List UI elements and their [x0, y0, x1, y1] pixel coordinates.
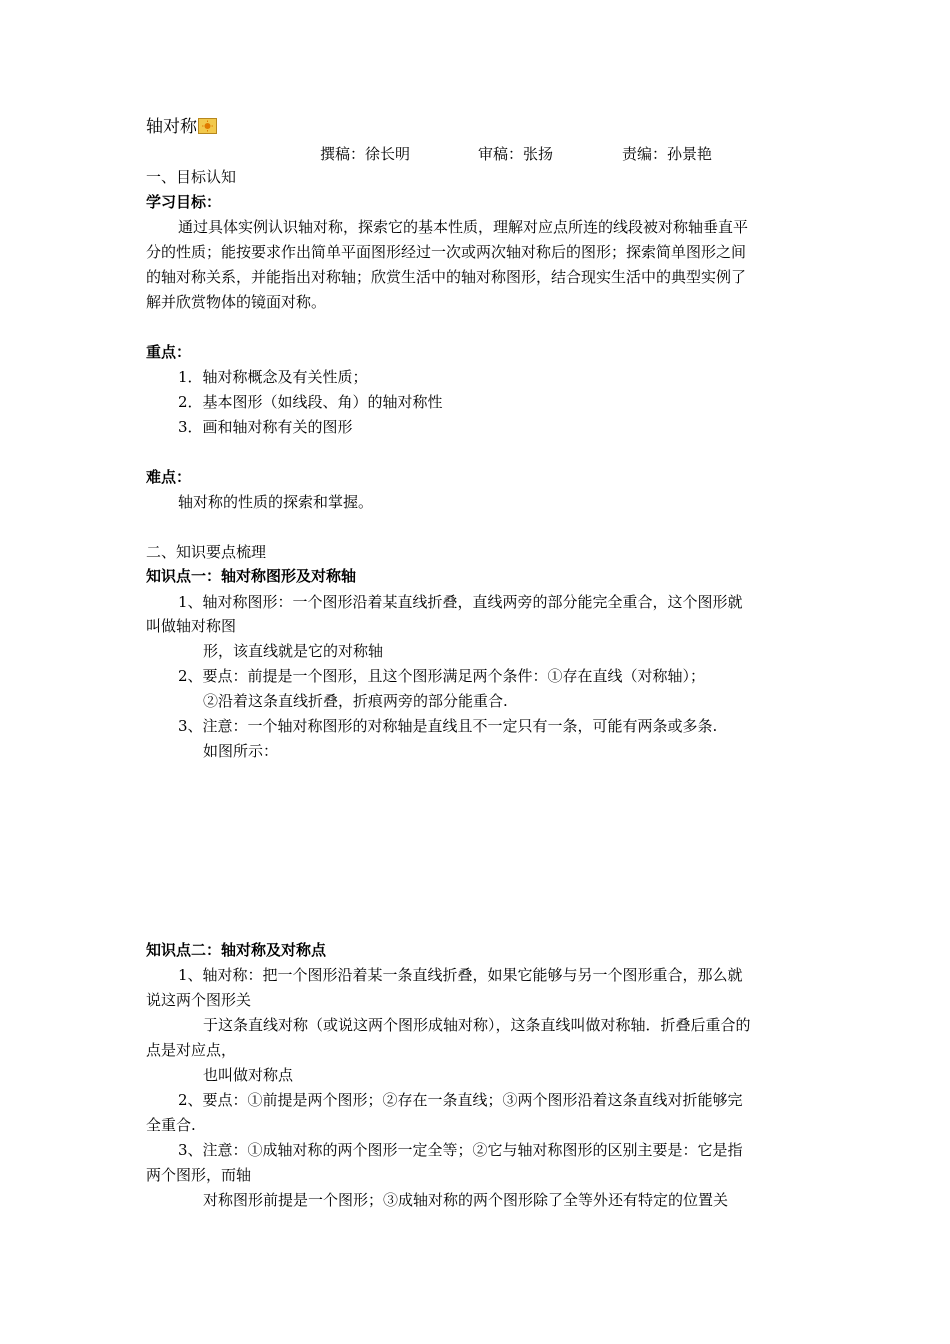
- point2-line-3: 于这条直线对称（或说这两个图形成轴对称），这条直线叫做对称轴．折叠后重合的: [203, 1016, 751, 1034]
- credit-reviewer: 审稿：张扬: [478, 145, 554, 163]
- key-item-1: 1．轴对称概念及有关性质；: [178, 368, 368, 386]
- point2-line-8: 3、注意：①成轴对称的两个图形一定全等；②它与轴对称图形的区别主要是：它是指: [178, 1141, 743, 1159]
- point2-line-4: 点是对应点，: [146, 1041, 237, 1059]
- goals-line-4: 解并欣赏物体的镜面对称。: [146, 293, 327, 311]
- document-title: 轴对称: [146, 117, 197, 137]
- point1-line-6: 3、注意：一个轴对称图形的对称轴是直线且不一定只有一条，可能有两条或多条.: [178, 717, 718, 735]
- point1-line-4: 2、要点：前提是一个图形，且这个图形满足两个条件：①存在直线（对称轴）；: [178, 667, 706, 685]
- document-title-row: [146, 117, 217, 137]
- point1-line-2: 叫做轴对称图: [146, 617, 237, 635]
- goals-line-2: 分的性质；能按要求作出简单平面图形经过一次或两次轴对称后的图形；探索简单图形之间: [146, 243, 747, 261]
- key-item-2: 2．基本图形（如线段、角）的轴对称性: [178, 393, 443, 411]
- credit-editor: 责编：孙景艳: [622, 145, 713, 163]
- point2-line-1: 1、轴对称：把一个图形沿着某一条直线折叠，如果它能够与另一个图形重合，那么就: [178, 966, 743, 984]
- point2-line-7: 全重合.: [146, 1116, 196, 1134]
- point2-line-2: 说这两个图形关: [146, 991, 252, 1009]
- point1-line-5: ②沿着这条直线折叠，折痕两旁的部分能重合.: [203, 692, 508, 710]
- point2-line-10: 对称图形前提是一个图形；③成轴对称的两个图形除了全等外还有特定的位置关: [203, 1191, 729, 1209]
- difficult-label: 难点：: [146, 468, 192, 486]
- point2-line-5: 也叫做对称点: [203, 1066, 294, 1084]
- point1-line-7: 如图所示：: [203, 742, 279, 760]
- section2-heading: 二、知识要点梳理: [146, 543, 267, 561]
- credit-author: 撰稿：徐长明: [320, 145, 411, 163]
- key-item-3: 3．画和轴对称有关的图形: [178, 418, 353, 436]
- point1-line-3: 形，该直线就是它的对称轴: [203, 642, 384, 660]
- point1-title: 知识点一：轴对称图形及对称轴: [146, 567, 357, 585]
- image-icon: [198, 118, 217, 134]
- section1-heading: 一、目标认知: [146, 168, 237, 186]
- point1-line-1: 1、轴对称图形：一个图形沿着某直线折叠，直线两旁的部分能完全重合，这个图形就: [178, 593, 743, 611]
- point2-title: 知识点二：轴对称及对称点: [146, 941, 327, 959]
- point2-line-6: 2、要点：①前提是两个图形；②存在一条直线；③两个图形沿着这条直线对折能够完: [178, 1091, 743, 1109]
- key-label: 重点：: [146, 343, 192, 361]
- goals-line-1: 通过具体实例认识轴对称，探索它的基本性质，理解对应点所连的线段被对称轴垂直平: [178, 218, 749, 236]
- point2-line-9: 两个图形，而轴: [146, 1166, 252, 1184]
- difficult-text: 轴对称的性质的探索和掌握。: [178, 493, 374, 511]
- goals-label: 学习目标：: [146, 193, 222, 211]
- goals-line-3: 的轴对称关系，并能指出对称轴；欣赏生活中的轴对称图形，结合现实生活中的典型实例了: [146, 268, 747, 286]
